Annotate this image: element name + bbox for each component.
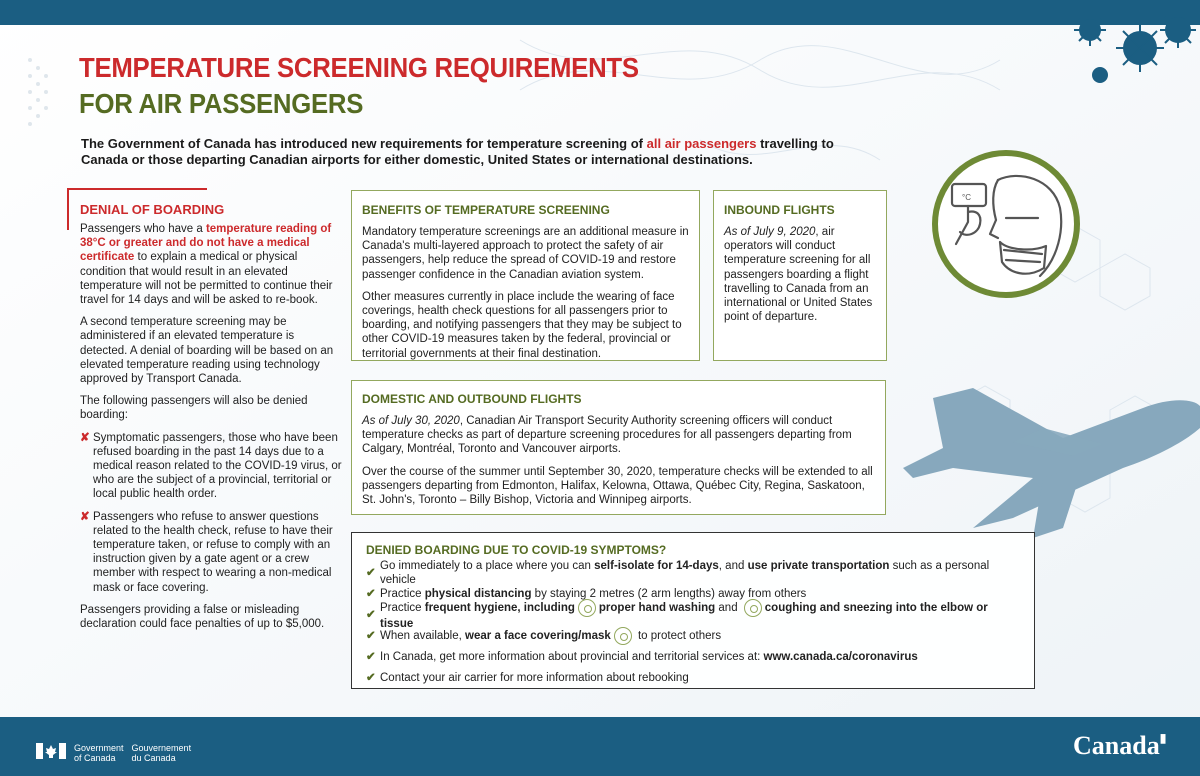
r3-a: Practice — [380, 601, 425, 614]
gov-fr-1: Gouvernement — [131, 743, 192, 753]
inbound-body: , air operators will conduct temperature screening for all passengers boarding a flight travelling to Canada from an international or United States point of departure. — [724, 226, 873, 324]
r4-c: to protect others — [634, 629, 722, 642]
thermometer-label: °C — [962, 193, 971, 202]
benefits-box — [351, 190, 700, 361]
inbound-flights-box — [713, 190, 887, 361]
benefits-paragraph-2: Other measures currently in place include the wearing of face coverings, health check questions for all passengers prior to boarding, and notifying passengers that they may be subject to other COVID-19 measures taken by the federal, provincial or territorial governments at their final destination. — [362, 290, 682, 360]
denial-paragraph-3: The following passengers will also be denied boarding: — [80, 395, 308, 422]
r6: Contact your air carrier for more information about rebooking — [380, 671, 689, 684]
gov-en-2: of Canada — [74, 753, 116, 763]
domestic-paragraph-1 — [362, 414, 875, 457]
intro-text — [81, 136, 881, 168]
r3-b: frequent hygiene, including — [424, 601, 575, 614]
sneeze-icon — [744, 599, 762, 617]
r3-c: proper hand washing — [598, 601, 716, 614]
domestic-date: As of July 30, 2020 — [362, 415, 460, 427]
denial-of-boarding-section — [67, 188, 342, 639]
coronavirus-link[interactable]: www.canada.ca/coronavirus — [763, 650, 918, 663]
inbound-date: As of July 9, 2020 — [724, 226, 816, 238]
flag-icon: ▮ — [1159, 731, 1167, 745]
r3-e: coughing and sneezing into the elbow or tissue — [380, 601, 988, 630]
list-item — [366, 601, 1024, 630]
denied-boarding-box — [351, 532, 1035, 689]
checkmark-icon: ✔ — [366, 650, 376, 663]
denial-item-text: Passengers who refuse to answer questions related to the health check, refuse to have their temperature taken, or refuse to comply with an instruction given by a gate agent or a crew member with respect to wearing a non-medical mask or face covering. — [93, 510, 333, 594]
list-item — [366, 559, 1024, 586]
wordmark-text: Canada — [1073, 731, 1160, 760]
r1-a: Go immediately to a place where you can — [380, 559, 595, 572]
hand-washing-icon — [578, 599, 596, 617]
checkmark-icon: ✔ — [366, 608, 376, 621]
r2-c: by staying 2 metres (2 arm lengths) away from others — [531, 587, 807, 600]
canada-wordmark — [1073, 731, 1166, 761]
denial-heading: DENIAL OF BOARDING — [67, 188, 342, 222]
list-item — [366, 646, 1024, 667]
checkmark-icon: ✔ — [366, 629, 376, 642]
r5-a: In Canada, get more information about provincial and territorial services at: — [380, 650, 764, 663]
domestic-paragraph-2: Over the course of the summer until September 30, 2020, temperature checks will be extended to all passengers departing from Edmonton, Halifax, Kelowna, Ottawa, Québec City, Regina, Saskatoon, St. John's, Toronto – Billy Bishop, Victoria and Winnipeg airports. — [362, 465, 873, 507]
benefits-heading: BENEFITS OF TEMPERATURE SCREENING — [362, 203, 610, 217]
airplane-icon — [893, 368, 1200, 548]
r1-b: self-isolate for 14-days — [594, 559, 719, 572]
face-mask-icon — [614, 627, 632, 645]
gov-fr-2: du Canada — [131, 753, 176, 763]
r4-a: When available, — [380, 629, 466, 642]
denied-heading: DENIED BOARDING DUE TO COVID-19 SYMPTOMS? — [366, 543, 667, 557]
denial-paragraph-2: A second temperature screening may be administered if an elevated temperature is detected. A denial of boarding will be based on an elevated temperature reading using technology approved by Transport Canada. — [80, 316, 334, 386]
list-item — [80, 510, 342, 595]
r1-d: use private transportation — [747, 559, 890, 572]
page-subtitle: FOR AIR PASSENGERS — [79, 88, 364, 119]
denial-paragraph-4: Passengers providing a false or misleading declaration could face penalties of up to $5,000. — [80, 603, 325, 631]
r2-b: physical distancing — [424, 587, 532, 600]
government-of-canada-signature — [36, 743, 191, 763]
denial-p1-highlight: temperature reading of 38°C or greater and do not have a medical certificate — [80, 223, 332, 264]
inbound-text — [724, 225, 876, 324]
domestic-outbound-box — [351, 380, 886, 515]
x-mark-icon: ✘ — [80, 431, 90, 444]
denial-item-text: Symptomatic passengers, those who have been refused boarding in the past 14 days due to a medical reason related to the COVID-19 virus, or who are the subject of a provincial, territorial or local public health order. — [93, 431, 342, 501]
r1-e: such as a personal vehicle — [380, 559, 990, 586]
denial-p1-after: to explain a medical or physical condition that would result in an elevated temperature will not be permitted to continue their travel for 14 days and will be asked to re-book. — [80, 251, 333, 307]
r1-c: , and — [718, 559, 748, 572]
checkmark-icon: ✔ — [366, 566, 376, 579]
x-mark-icon: ✘ — [80, 510, 90, 523]
denial-paragraph-1 — [80, 222, 342, 307]
intro-before: The Government of Canada has introduced new requirements for temperature screening of — [81, 136, 647, 151]
list-item — [80, 431, 342, 502]
inbound-heading: INBOUND FLIGHTS — [724, 203, 835, 217]
r2-a: Practice — [380, 587, 425, 600]
domestic-heading: DOMESTIC AND OUTBOUND FLIGHTS — [362, 392, 582, 406]
temperature-screening-illustration — [928, 150, 1088, 300]
top-banner — [0, 0, 1200, 25]
denial-p1-before: Passengers who have a — [80, 223, 206, 235]
page-title: TEMPERATURE SCREENING REQUIREMENTS — [79, 52, 639, 83]
checkmark-icon: ✔ — [366, 587, 376, 600]
intro-highlight: all air passengers — [646, 136, 757, 151]
government-french — [132, 743, 192, 763]
canada-flag-icon — [36, 743, 66, 759]
benefits-paragraph-1: Mandatory temperature screenings are an additional measure in Canada's multi-layered approach to protect the safety of air passengers, help reduce the spread of COVID-19 and restore passenger confidence in the Canadian aviation system. — [362, 226, 689, 281]
domestic-body: , Canadian Air Transport Security Authority screening officers will conduct temperature checks as part of departure screening procedures for all passengers departing from Calgary, Montréal, Toronto and Vancouver airports. — [362, 415, 852, 456]
virus-icon — [1060, 0, 1200, 90]
intro-after: travelling to Canada or those departing Canadian airports for either domestic, United States or international destinations. — [81, 136, 834, 167]
r3-d: and — [715, 601, 741, 614]
gov-en-1: Government — [74, 743, 124, 753]
checkmark-icon: ✔ — [366, 671, 376, 684]
list-item — [366, 667, 1024, 688]
government-english — [74, 743, 124, 763]
r4-b: wear a face covering/mask — [465, 629, 611, 642]
